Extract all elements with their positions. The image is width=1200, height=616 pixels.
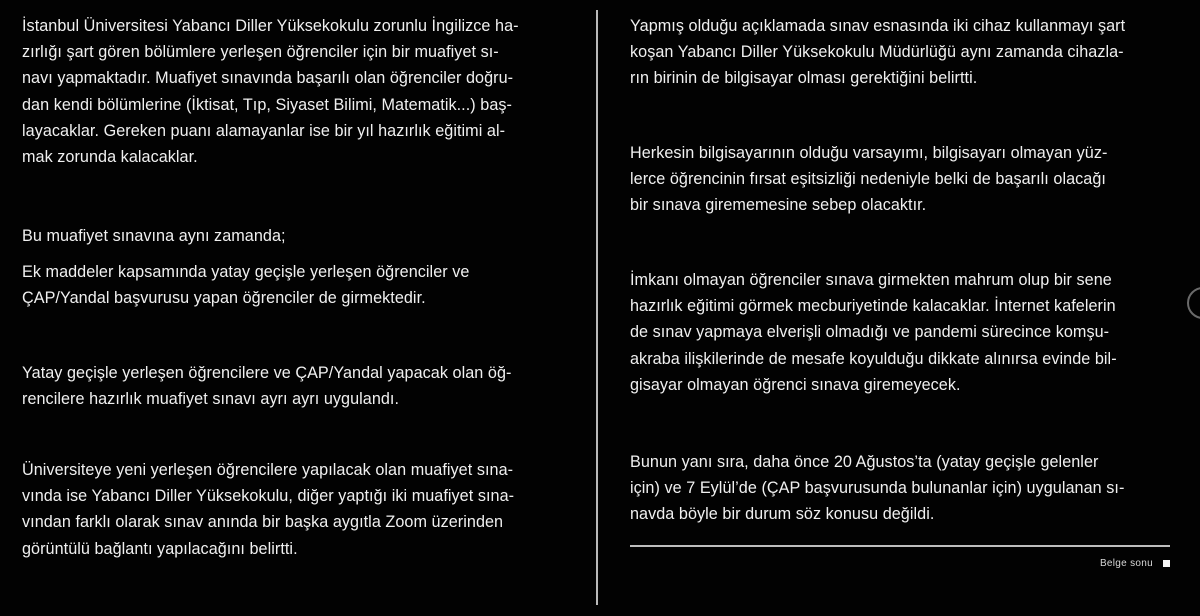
text-line: için) ve 7 Eylül’de (ÇAP başvurusunda bulunanlar için) uygulanan sı- — [630, 479, 1125, 498]
paragraph-also-taking — [22, 223, 286, 249]
text-line: akraba ilişkilerinde de mesafe koyulduğu dikkate alınırsa evinde bil- — [630, 349, 1117, 368]
text-line: İmkanı olmayan öğrenciler sınava girmekten mahrum olup bir sene — [630, 271, 1112, 289]
text-line: Yatay geçişle yerleşen öğrencilere ve ÇAP/Yandal yapacak olan öğ- — [22, 364, 512, 382]
text-line: vında ise Yabancı Diller Yüksekokulu, diğer yaptığı iki muafiyet sına- — [22, 487, 515, 506]
next-page-button[interactable] — [1187, 287, 1200, 319]
text-line: Bunun yanı sıra, daha önce 20 Ağustos’ta (yatay geçişle gelenler — [630, 453, 1099, 471]
text-line: Yapmış olduğu açıklamada sınav esnasında iki cihaz kullanmayı şart — [630, 17, 1126, 35]
left-column — [22, 0, 577, 616]
text-line: rın birinin de bilgisayar olması gerektiğini belirtti. — [630, 69, 978, 88]
text-line: lerce öğrencinin fırsat eşitsizliği nedeniyle belki de başarılı olacağı — [630, 170, 1106, 189]
text-line: rencilere hazırlık muafiyet sınavı ayrı ayrı uygulandı. — [22, 390, 400, 409]
text-line: Ek maddeler kapsamında yatay geçişle yerleşen öğrenciler ve — [22, 263, 470, 281]
end-of-document-rule — [630, 545, 1170, 547]
square-icon — [1163, 560, 1170, 567]
text-line: Herkesin bilgisayarının olduğu varsayımı, bilgisayarı olmayan yüz- — [630, 144, 1108, 162]
text-line: İstanbul Üniversitesi Yabancı Diller Yüksekokulu zorunlu İngilizce ha- — [22, 17, 519, 35]
text-line: navı yapmaktadır. Muafiyet sınavında başarılı olan öğrenciler doğru- — [22, 69, 514, 88]
paragraph-intro — [22, 13, 519, 170]
text-line: mak zorunda kalacaklar. — [22, 148, 198, 167]
text-line: navda böyle bir durum söz konusu değildi. — [630, 505, 935, 524]
paragraph-separate-exams — [22, 360, 511, 412]
text-line: vından farklı olarak sınav anında bir başka aygıtla Zoom üzerinden — [22, 513, 504, 532]
paragraph-assumption — [630, 140, 1107, 219]
text-line: zırlığı şart gören bölümlere yerleşen öğrenciler için bir muafiyet sı- — [22, 43, 499, 62]
right-column — [630, 0, 1175, 616]
end-of-document-label: Belge sonu — [1099, 558, 1153, 569]
text-line: dan kendi bölümlerine (İktisat, Tıp, Siyaset Bilimi, Matematik...) baş- — [22, 95, 512, 114]
text-line: hazırlık eğitimi görmek mecburiyetinde kalacaklar. İnternet kafelerin — [630, 297, 1116, 316]
text-line: layacaklar. Gereken puanı alamayanlar ise bir yıl hazırlık eğitimi al- — [22, 121, 506, 140]
text-line: görüntülü bağlantı yapılacağını belirtti. — [22, 539, 298, 558]
end-of-document-marker — [1100, 558, 1170, 569]
paragraph-additional-articles — [22, 259, 469, 311]
text-line: gisayar olmayan öğrenci sınava giremeyecek. — [630, 375, 961, 394]
paragraph-two-devices — [630, 13, 1125, 92]
text-line: koşan Yabancı Diller Yüksekokulu Müdürlüğü aynı zamanda cihazla- — [630, 43, 1124, 62]
text-line: ÇAP/Yandal başvurusu yapan öğrenciler de girmektedir. — [22, 289, 426, 308]
paragraph-no-means — [630, 267, 1117, 398]
text-line: Bu muafiyet sınavına aynı zamanda; — [22, 227, 286, 245]
text-line: bir sınava girememesine sebep olacaktır. — [630, 196, 927, 215]
column-divider — [596, 10, 598, 605]
text-line: de sınav yapmaya elverişli olmadığı ve pandemi sürecince komşu- — [630, 323, 1110, 342]
paragraph-zoom-connection — [22, 457, 514, 562]
paragraph-previous-exams — [630, 449, 1124, 528]
text-line: Üniversiteye yeni yerleşen öğrencilere yapılacak olan muafiyet sına- — [22, 461, 514, 479]
